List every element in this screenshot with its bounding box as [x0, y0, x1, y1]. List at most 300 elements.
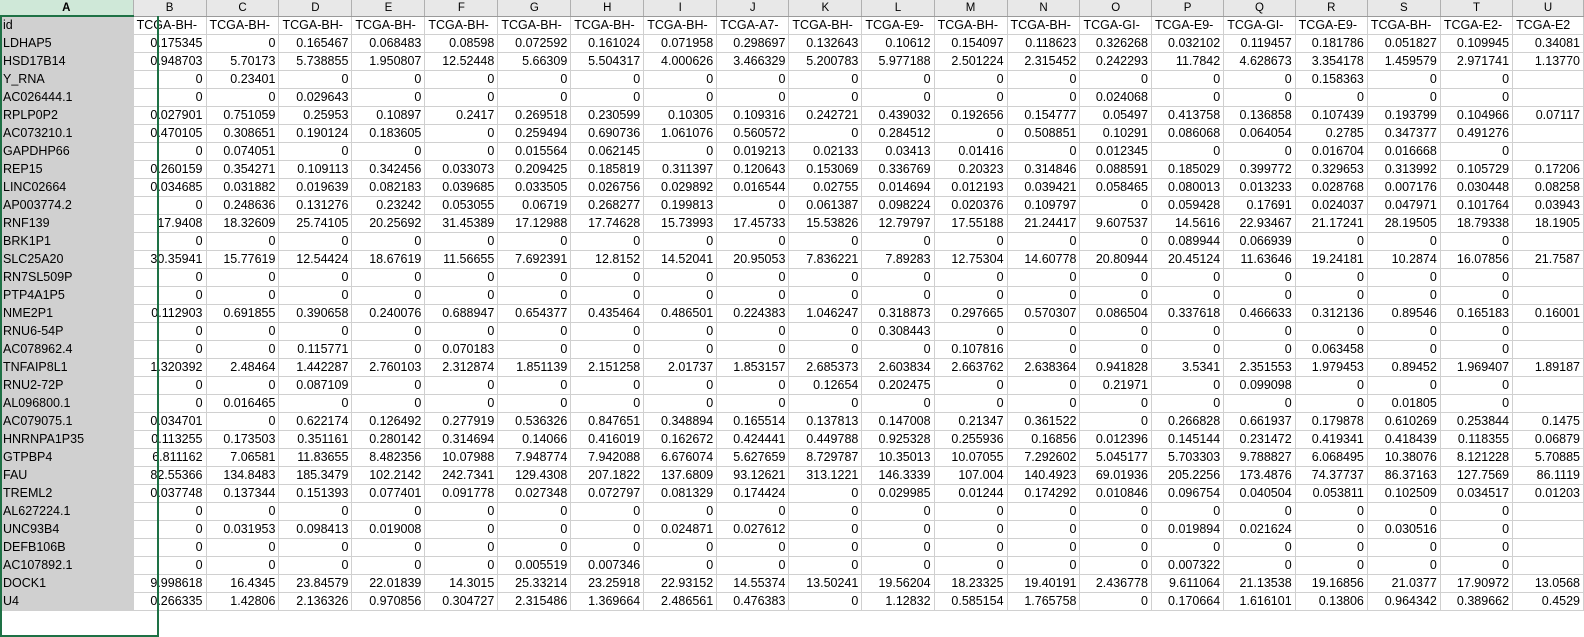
- data-cell[interactable]: 5.703303: [1151, 448, 1223, 466]
- data-cell[interactable]: TCGA-E9-: [1295, 16, 1367, 34]
- data-cell[interactable]: 0: [1007, 268, 1080, 286]
- data-cell[interactable]: 0: [1151, 70, 1223, 88]
- data-cell[interactable]: 0.231472: [1224, 430, 1295, 448]
- data-cell[interactable]: 0: [206, 502, 279, 520]
- data-cell[interactable]: 7.942088: [571, 448, 644, 466]
- data-cell[interactable]: 0.040504: [1224, 484, 1295, 502]
- data-cell[interactable]: 0: [279, 286, 352, 304]
- data-cell[interactable]: 14.55374: [717, 574, 789, 592]
- data-cell[interactable]: 86.37163: [1367, 466, 1440, 484]
- row-label-cell[interactable]: SLC25A20: [0, 250, 133, 268]
- data-cell[interactable]: 313.1221: [789, 466, 862, 484]
- data-cell[interactable]: 0.039421: [1007, 178, 1080, 196]
- data-cell[interactable]: 0.033073: [425, 160, 498, 178]
- row-label-cell[interactable]: TREML2: [0, 484, 133, 502]
- data-cell[interactable]: 0: [934, 322, 1007, 340]
- data-cell[interactable]: 19.40191: [1007, 574, 1080, 592]
- data-cell[interactable]: TCGA-BH-: [1007, 16, 1080, 34]
- data-cell[interactable]: 134.8483: [206, 466, 279, 484]
- data-cell[interactable]: 0: [133, 286, 206, 304]
- data-cell[interactable]: 0.034517: [1440, 484, 1512, 502]
- data-cell[interactable]: 0.07117: [1513, 106, 1584, 124]
- data-cell[interactable]: 0: [934, 286, 1007, 304]
- data-cell[interactable]: 0: [425, 88, 498, 106]
- data-cell[interactable]: 107.004: [934, 466, 1007, 484]
- data-cell[interactable]: 0.183605: [352, 124, 425, 142]
- data-cell[interactable]: 20.45124: [1151, 250, 1223, 268]
- data-cell[interactable]: 0: [1440, 232, 1512, 250]
- data-cell[interactable]: 0: [133, 322, 206, 340]
- data-cell[interactable]: 0.154777: [1007, 106, 1080, 124]
- data-cell[interactable]: 0: [571, 376, 644, 394]
- data-cell[interactable]: 0: [1295, 520, 1367, 538]
- data-cell[interactable]: 0: [206, 412, 279, 430]
- data-cell[interactable]: 0.068483: [352, 34, 425, 52]
- data-cell[interactable]: 1.046247: [789, 304, 862, 322]
- data-cell[interactable]: 0.304727: [425, 592, 498, 610]
- data-cell[interactable]: 5.045177: [1080, 448, 1151, 466]
- data-cell[interactable]: TCGA-GI-: [1224, 16, 1295, 34]
- row-label-cell[interactable]: RNU6-54P: [0, 322, 133, 340]
- data-cell[interactable]: 0: [352, 322, 425, 340]
- data-cell[interactable]: 0.064054: [1224, 124, 1295, 142]
- data-cell[interactable]: 0.313992: [1367, 160, 1440, 178]
- row-label-cell[interactable]: RNF139: [0, 214, 133, 232]
- column-header-r[interactable]: R: [1295, 0, 1367, 16]
- column-header-d[interactable]: D: [279, 0, 352, 16]
- data-cell[interactable]: 7.692391: [498, 250, 571, 268]
- data-cell[interactable]: 0.109797: [1007, 196, 1080, 214]
- data-cell[interactable]: 0: [1367, 556, 1440, 574]
- data-cell[interactable]: 0: [425, 286, 498, 304]
- row-label-cell[interactable]: AL627224.1: [0, 502, 133, 520]
- data-cell[interactable]: 0: [1440, 142, 1512, 160]
- column-header-m[interactable]: M: [934, 0, 1007, 16]
- data-cell[interactable]: 0.053811: [1295, 484, 1367, 502]
- data-cell[interactable]: 0: [1007, 538, 1080, 556]
- data-cell[interactable]: 0.007176: [1367, 178, 1440, 196]
- data-cell[interactable]: 0: [498, 232, 571, 250]
- data-cell[interactable]: 0.23242: [352, 196, 425, 214]
- data-cell[interactable]: [1513, 322, 1584, 340]
- data-cell[interactable]: 0: [498, 502, 571, 520]
- data-cell[interactable]: 2.760103: [352, 358, 425, 376]
- data-cell[interactable]: 0.941828: [1080, 358, 1151, 376]
- table-row[interactable]: [0, 124, 1584, 142]
- data-cell[interactable]: 14.3015: [425, 574, 498, 592]
- data-cell[interactable]: 0.266828: [1151, 412, 1223, 430]
- row-label-cell[interactable]: AC079075.1: [0, 412, 133, 430]
- data-cell[interactable]: 0: [571, 88, 644, 106]
- data-cell[interactable]: [1513, 268, 1584, 286]
- data-cell[interactable]: 0: [1440, 376, 1512, 394]
- data-cell[interactable]: 0.280142: [352, 430, 425, 448]
- data-cell[interactable]: 0: [862, 502, 934, 520]
- data-cell[interactable]: 0: [352, 232, 425, 250]
- data-cell[interactable]: 0: [717, 376, 789, 394]
- data-cell[interactable]: 0: [717, 88, 789, 106]
- data-cell[interactable]: 0: [352, 376, 425, 394]
- row-label-cell[interactable]: Y_RNA: [0, 70, 133, 88]
- data-cell[interactable]: 0.192656: [934, 106, 1007, 124]
- data-cell[interactable]: 0: [133, 520, 206, 538]
- data-cell[interactable]: 0: [1295, 232, 1367, 250]
- data-cell[interactable]: 0.007346: [571, 556, 644, 574]
- data-cell[interactable]: [1513, 70, 1584, 88]
- data-cell[interactable]: 0: [279, 556, 352, 574]
- data-cell[interactable]: 0: [644, 286, 717, 304]
- data-cell[interactable]: 0: [1440, 520, 1512, 538]
- data-cell[interactable]: 17.45733: [717, 214, 789, 232]
- data-cell[interactable]: 0: [789, 340, 862, 358]
- table-row[interactable]: [0, 340, 1584, 358]
- data-cell[interactable]: 0.165514: [717, 412, 789, 430]
- data-cell[interactable]: 0: [133, 340, 206, 358]
- data-cell[interactable]: 6.068495: [1295, 448, 1367, 466]
- data-cell[interactable]: 0: [352, 394, 425, 412]
- data-cell[interactable]: 0.690736: [571, 124, 644, 142]
- data-cell[interactable]: 0: [644, 556, 717, 574]
- data-cell[interactable]: 0.024037: [1295, 196, 1367, 214]
- data-cell[interactable]: 0.470105: [133, 124, 206, 142]
- data-cell[interactable]: TCGA-BH-: [279, 16, 352, 34]
- data-cell[interactable]: 0: [1224, 394, 1295, 412]
- data-cell[interactable]: 0.147008: [862, 412, 934, 430]
- row-label-cell[interactable]: RN7SL509P: [0, 268, 133, 286]
- column-header-g[interactable]: G: [498, 0, 571, 16]
- data-cell[interactable]: 0.029892: [644, 178, 717, 196]
- row-label-cell[interactable]: REP15: [0, 160, 133, 178]
- data-cell[interactable]: 0: [498, 538, 571, 556]
- data-cell[interactable]: 0: [425, 142, 498, 160]
- data-cell[interactable]: 1.853157: [717, 358, 789, 376]
- data-cell[interactable]: 0: [1440, 502, 1512, 520]
- data-cell[interactable]: 0: [352, 538, 425, 556]
- data-cell[interactable]: 0: [571, 286, 644, 304]
- data-cell[interactable]: 10.07988: [425, 448, 498, 466]
- data-cell[interactable]: 25.74105: [279, 214, 352, 232]
- data-cell[interactable]: 0.240076: [352, 304, 425, 322]
- data-cell[interactable]: 0.688947: [425, 304, 498, 322]
- data-cell[interactable]: 0: [934, 520, 1007, 538]
- data-cell[interactable]: 2.486561: [644, 592, 717, 610]
- data-cell[interactable]: 0.970856: [352, 592, 425, 610]
- data-cell[interactable]: 0.091778: [425, 484, 498, 502]
- data-cell[interactable]: 0.027348: [498, 484, 571, 502]
- data-cell[interactable]: 0.137813: [789, 412, 862, 430]
- table-row[interactable]: [0, 268, 1584, 286]
- data-cell[interactable]: 2.436778: [1080, 574, 1151, 592]
- data-cell[interactable]: 19.56204: [862, 574, 934, 592]
- table-body[interactable]: [0, 16, 1584, 610]
- data-cell[interactable]: 0.098413: [279, 520, 352, 538]
- data-cell[interactable]: 16.07856: [1440, 250, 1512, 268]
- data-cell[interactable]: 0.104966: [1440, 106, 1512, 124]
- data-cell[interactable]: 0: [1080, 268, 1151, 286]
- row-label-cell[interactable]: DOCK1: [0, 574, 133, 592]
- data-cell[interactable]: 0.10291: [1080, 124, 1151, 142]
- data-cell[interactable]: 9.998618: [133, 574, 206, 592]
- data-cell[interactable]: 10.38076: [1367, 448, 1440, 466]
- data-cell[interactable]: 2.638364: [1007, 358, 1080, 376]
- data-cell[interactable]: 0.08258: [1513, 178, 1584, 196]
- data-cell[interactable]: 0.419341: [1295, 430, 1367, 448]
- data-cell[interactable]: 0.014694: [862, 178, 934, 196]
- data-cell[interactable]: 18.32609: [206, 214, 279, 232]
- data-cell[interactable]: 0: [862, 286, 934, 304]
- data-cell[interactable]: 0: [1080, 322, 1151, 340]
- data-cell[interactable]: 0: [717, 322, 789, 340]
- data-cell[interactable]: 0.059428: [1151, 196, 1223, 214]
- data-cell[interactable]: 0: [717, 556, 789, 574]
- data-cell[interactable]: 23.84579: [279, 574, 352, 592]
- data-cell[interactable]: 0.06879: [1513, 430, 1584, 448]
- data-cell[interactable]: 0.298697: [717, 34, 789, 52]
- data-cell[interactable]: 0.033505: [498, 178, 571, 196]
- data-cell[interactable]: 0: [133, 376, 206, 394]
- data-cell[interactable]: 0.072592: [498, 34, 571, 52]
- data-cell[interactable]: 0: [133, 88, 206, 106]
- data-cell[interactable]: 0.449788: [789, 430, 862, 448]
- data-cell[interactable]: 0.347377: [1367, 124, 1440, 142]
- data-cell[interactable]: 0.174424: [717, 484, 789, 502]
- data-cell[interactable]: 140.4923: [1007, 466, 1080, 484]
- data-cell[interactable]: 0.024871: [644, 520, 717, 538]
- data-cell[interactable]: 0.351161: [279, 430, 352, 448]
- data-cell[interactable]: 0.277919: [425, 412, 498, 430]
- data-cell[interactable]: 0: [133, 232, 206, 250]
- data-cell[interactable]: 30.35941: [133, 250, 206, 268]
- data-cell[interactable]: 0: [352, 286, 425, 304]
- data-cell[interactable]: 0: [571, 340, 644, 358]
- data-cell[interactable]: 0: [206, 34, 279, 52]
- data-cell[interactable]: 0: [498, 88, 571, 106]
- data-cell[interactable]: 0: [133, 556, 206, 574]
- row-label-cell[interactable]: DEFB106B: [0, 538, 133, 556]
- data-cell[interactable]: 8.482356: [352, 448, 425, 466]
- data-cell[interactable]: 0: [1080, 394, 1151, 412]
- data-cell[interactable]: 0.10612: [862, 34, 934, 52]
- data-cell[interactable]: 18.79338: [1440, 214, 1512, 232]
- data-cell[interactable]: 0: [352, 88, 425, 106]
- data-cell[interactable]: 0.019213: [717, 142, 789, 160]
- data-cell[interactable]: 0.109316: [717, 106, 789, 124]
- data-cell[interactable]: 0.070183: [425, 340, 498, 358]
- data-cell[interactable]: 0.173503: [206, 430, 279, 448]
- data-cell[interactable]: 0: [279, 502, 352, 520]
- data-cell[interactable]: 0: [934, 538, 1007, 556]
- data-cell[interactable]: 0.051827: [1367, 34, 1440, 52]
- data-cell[interactable]: 0: [934, 232, 1007, 250]
- data-cell[interactable]: 0.096754: [1151, 484, 1223, 502]
- data-cell[interactable]: 0: [425, 376, 498, 394]
- row-label-cell[interactable]: id: [0, 16, 133, 34]
- data-cell[interactable]: 0: [279, 538, 352, 556]
- data-cell[interactable]: 0.389662: [1440, 592, 1512, 610]
- data-cell[interactable]: [1513, 376, 1584, 394]
- data-cell[interactable]: [1513, 286, 1584, 304]
- data-cell[interactable]: 0.170664: [1151, 592, 1223, 610]
- data-cell[interactable]: 0: [425, 556, 498, 574]
- data-cell[interactable]: 0: [133, 502, 206, 520]
- data-cell[interactable]: 0.348894: [644, 412, 717, 430]
- column-header-a[interactable]: A: [0, 0, 133, 16]
- data-cell[interactable]: 0: [1080, 538, 1151, 556]
- data-cell[interactable]: 1.969407: [1440, 358, 1512, 376]
- data-cell[interactable]: 1.979453: [1295, 358, 1367, 376]
- data-cell[interactable]: 15.77619: [206, 250, 279, 268]
- data-cell[interactable]: 0: [1151, 268, 1223, 286]
- data-cell[interactable]: 0: [717, 196, 789, 214]
- table-row[interactable]: [0, 322, 1584, 340]
- data-cell[interactable]: 0: [1007, 340, 1080, 358]
- data-cell[interactable]: 93.12621: [717, 466, 789, 484]
- data-cell[interactable]: 0: [789, 70, 862, 88]
- data-cell[interactable]: 0.03413: [862, 142, 934, 160]
- column-header-i[interactable]: I: [644, 0, 717, 16]
- table-row[interactable]: [0, 88, 1584, 106]
- data-cell[interactable]: 0: [133, 196, 206, 214]
- data-cell[interactable]: 0: [352, 268, 425, 286]
- data-cell[interactable]: 0.311397: [644, 160, 717, 178]
- data-cell[interactable]: 0.03943: [1513, 196, 1584, 214]
- data-cell[interactable]: 0: [352, 70, 425, 88]
- data-cell[interactable]: 0: [934, 268, 1007, 286]
- data-cell[interactable]: 1.42806: [206, 592, 279, 610]
- data-cell[interactable]: 0: [1151, 322, 1223, 340]
- data-cell[interactable]: 0.21347: [934, 412, 1007, 430]
- data-cell[interactable]: 0: [1295, 394, 1367, 412]
- data-cell[interactable]: 0: [206, 556, 279, 574]
- data-cell[interactable]: 137.6809: [644, 466, 717, 484]
- data-cell[interactable]: 0: [206, 538, 279, 556]
- data-cell[interactable]: 0.102509: [1367, 484, 1440, 502]
- data-cell[interactable]: TCGA-BH-: [133, 16, 206, 34]
- data-cell[interactable]: 82.55366: [133, 466, 206, 484]
- data-cell[interactable]: 0: [1367, 322, 1440, 340]
- data-cell[interactable]: 0.691855: [206, 304, 279, 322]
- data-cell[interactable]: 0.224383: [717, 304, 789, 322]
- data-cell[interactable]: 0: [571, 70, 644, 88]
- data-cell[interactable]: 0.1475: [1513, 412, 1584, 430]
- data-cell[interactable]: 0.115771: [279, 340, 352, 358]
- table-row[interactable]: [0, 250, 1584, 268]
- data-cell[interactable]: 0.058465: [1080, 178, 1151, 196]
- data-cell[interactable]: 0.20323: [934, 160, 1007, 178]
- data-cell[interactable]: 20.25692: [352, 214, 425, 232]
- data-cell[interactable]: 0: [571, 520, 644, 538]
- data-cell[interactable]: 0: [1367, 268, 1440, 286]
- table-row[interactable]: [0, 286, 1584, 304]
- data-cell[interactable]: 0: [934, 376, 1007, 394]
- row-label-cell[interactable]: AC026444.1: [0, 88, 133, 106]
- data-cell[interactable]: 242.7341: [425, 466, 498, 484]
- data-cell[interactable]: 0.242293: [1080, 52, 1151, 70]
- row-label-cell[interactable]: BRK1P1: [0, 232, 133, 250]
- data-cell[interactable]: 0.326268: [1080, 34, 1151, 52]
- data-cell[interactable]: 3.5341: [1151, 358, 1223, 376]
- data-cell[interactable]: 0.029643: [279, 88, 352, 106]
- table-row[interactable]: [0, 484, 1584, 502]
- data-cell[interactable]: 13.0568: [1513, 574, 1584, 592]
- data-cell[interactable]: 11.56655: [425, 250, 498, 268]
- data-cell[interactable]: 0: [1080, 286, 1151, 304]
- data-cell[interactable]: 0: [862, 268, 934, 286]
- data-cell[interactable]: 0: [862, 88, 934, 106]
- column-header-row[interactable]: [0, 0, 1584, 16]
- data-cell[interactable]: [1513, 142, 1584, 160]
- data-cell[interactable]: 0.01244: [934, 484, 1007, 502]
- data-cell[interactable]: 3.354178: [1295, 52, 1367, 70]
- data-cell[interactable]: 0.072797: [571, 484, 644, 502]
- data-cell[interactable]: 0: [1367, 232, 1440, 250]
- data-cell[interactable]: 0.34081: [1513, 34, 1584, 52]
- data-cell[interactable]: 4.000626: [644, 52, 717, 70]
- data-cell[interactable]: 0: [934, 394, 1007, 412]
- data-cell[interactable]: 0: [1295, 376, 1367, 394]
- data-cell[interactable]: 0.165183: [1440, 304, 1512, 322]
- data-cell[interactable]: 17.90972: [1440, 574, 1512, 592]
- data-cell[interactable]: 0: [498, 376, 571, 394]
- table-row[interactable]: [0, 376, 1584, 394]
- data-cell[interactable]: 0.266335: [133, 592, 206, 610]
- data-cell[interactable]: 21.17241: [1295, 214, 1367, 232]
- data-cell[interactable]: 0.190124: [279, 124, 352, 142]
- data-cell[interactable]: 0: [498, 268, 571, 286]
- data-cell[interactable]: TCGA-BH-: [352, 16, 425, 34]
- data-cell[interactable]: 0: [644, 394, 717, 412]
- data-cell[interactable]: 0: [644, 538, 717, 556]
- data-cell[interactable]: 0.4529: [1513, 592, 1584, 610]
- data-cell[interactable]: 0: [644, 502, 717, 520]
- row-label-cell[interactable]: NME2P1: [0, 304, 133, 322]
- data-cell[interactable]: 0.034701: [133, 412, 206, 430]
- data-cell[interactable]: 0.255936: [934, 430, 1007, 448]
- data-cell[interactable]: 0.081329: [644, 484, 717, 502]
- data-cell[interactable]: 0.202475: [862, 376, 934, 394]
- data-cell[interactable]: 129.4308: [498, 466, 571, 484]
- row-label-cell[interactable]: RPLP0P2: [0, 106, 133, 124]
- data-cell[interactable]: 0: [1080, 592, 1151, 610]
- data-cell[interactable]: 0.031953: [206, 520, 279, 538]
- data-cell[interactable]: 0: [862, 70, 934, 88]
- data-cell[interactable]: 0.399772: [1224, 160, 1295, 178]
- data-cell[interactable]: 0.016544: [717, 178, 789, 196]
- data-cell[interactable]: 2.501224: [934, 52, 1007, 70]
- data-cell[interactable]: 0: [279, 232, 352, 250]
- data-cell[interactable]: 0: [1151, 142, 1223, 160]
- data-cell[interactable]: 86.1119: [1513, 466, 1584, 484]
- data-cell[interactable]: 0: [1151, 340, 1223, 358]
- data-cell[interactable]: 0.418439: [1367, 430, 1440, 448]
- data-cell[interactable]: 0: [279, 394, 352, 412]
- data-cell[interactable]: 0.89452: [1367, 358, 1440, 376]
- data-cell[interactable]: TCGA-E2: [1513, 16, 1584, 34]
- data-cell[interactable]: 0: [1440, 538, 1512, 556]
- row-label-cell[interactable]: UNC93B4: [0, 520, 133, 538]
- data-cell[interactable]: 0.560572: [717, 124, 789, 142]
- data-cell[interactable]: 0: [1224, 88, 1295, 106]
- data-cell[interactable]: 0: [1007, 394, 1080, 412]
- data-cell[interactable]: 0: [1440, 70, 1512, 88]
- data-cell[interactable]: 0: [789, 124, 862, 142]
- data-cell[interactable]: 0: [1007, 322, 1080, 340]
- data-cell[interactable]: 0: [717, 286, 789, 304]
- data-cell[interactable]: 0.466633: [1224, 304, 1295, 322]
- row-label-cell[interactable]: AC078962.4: [0, 340, 133, 358]
- data-cell[interactable]: 0.016668: [1367, 142, 1440, 160]
- data-cell[interactable]: 173.4876: [1224, 466, 1295, 484]
